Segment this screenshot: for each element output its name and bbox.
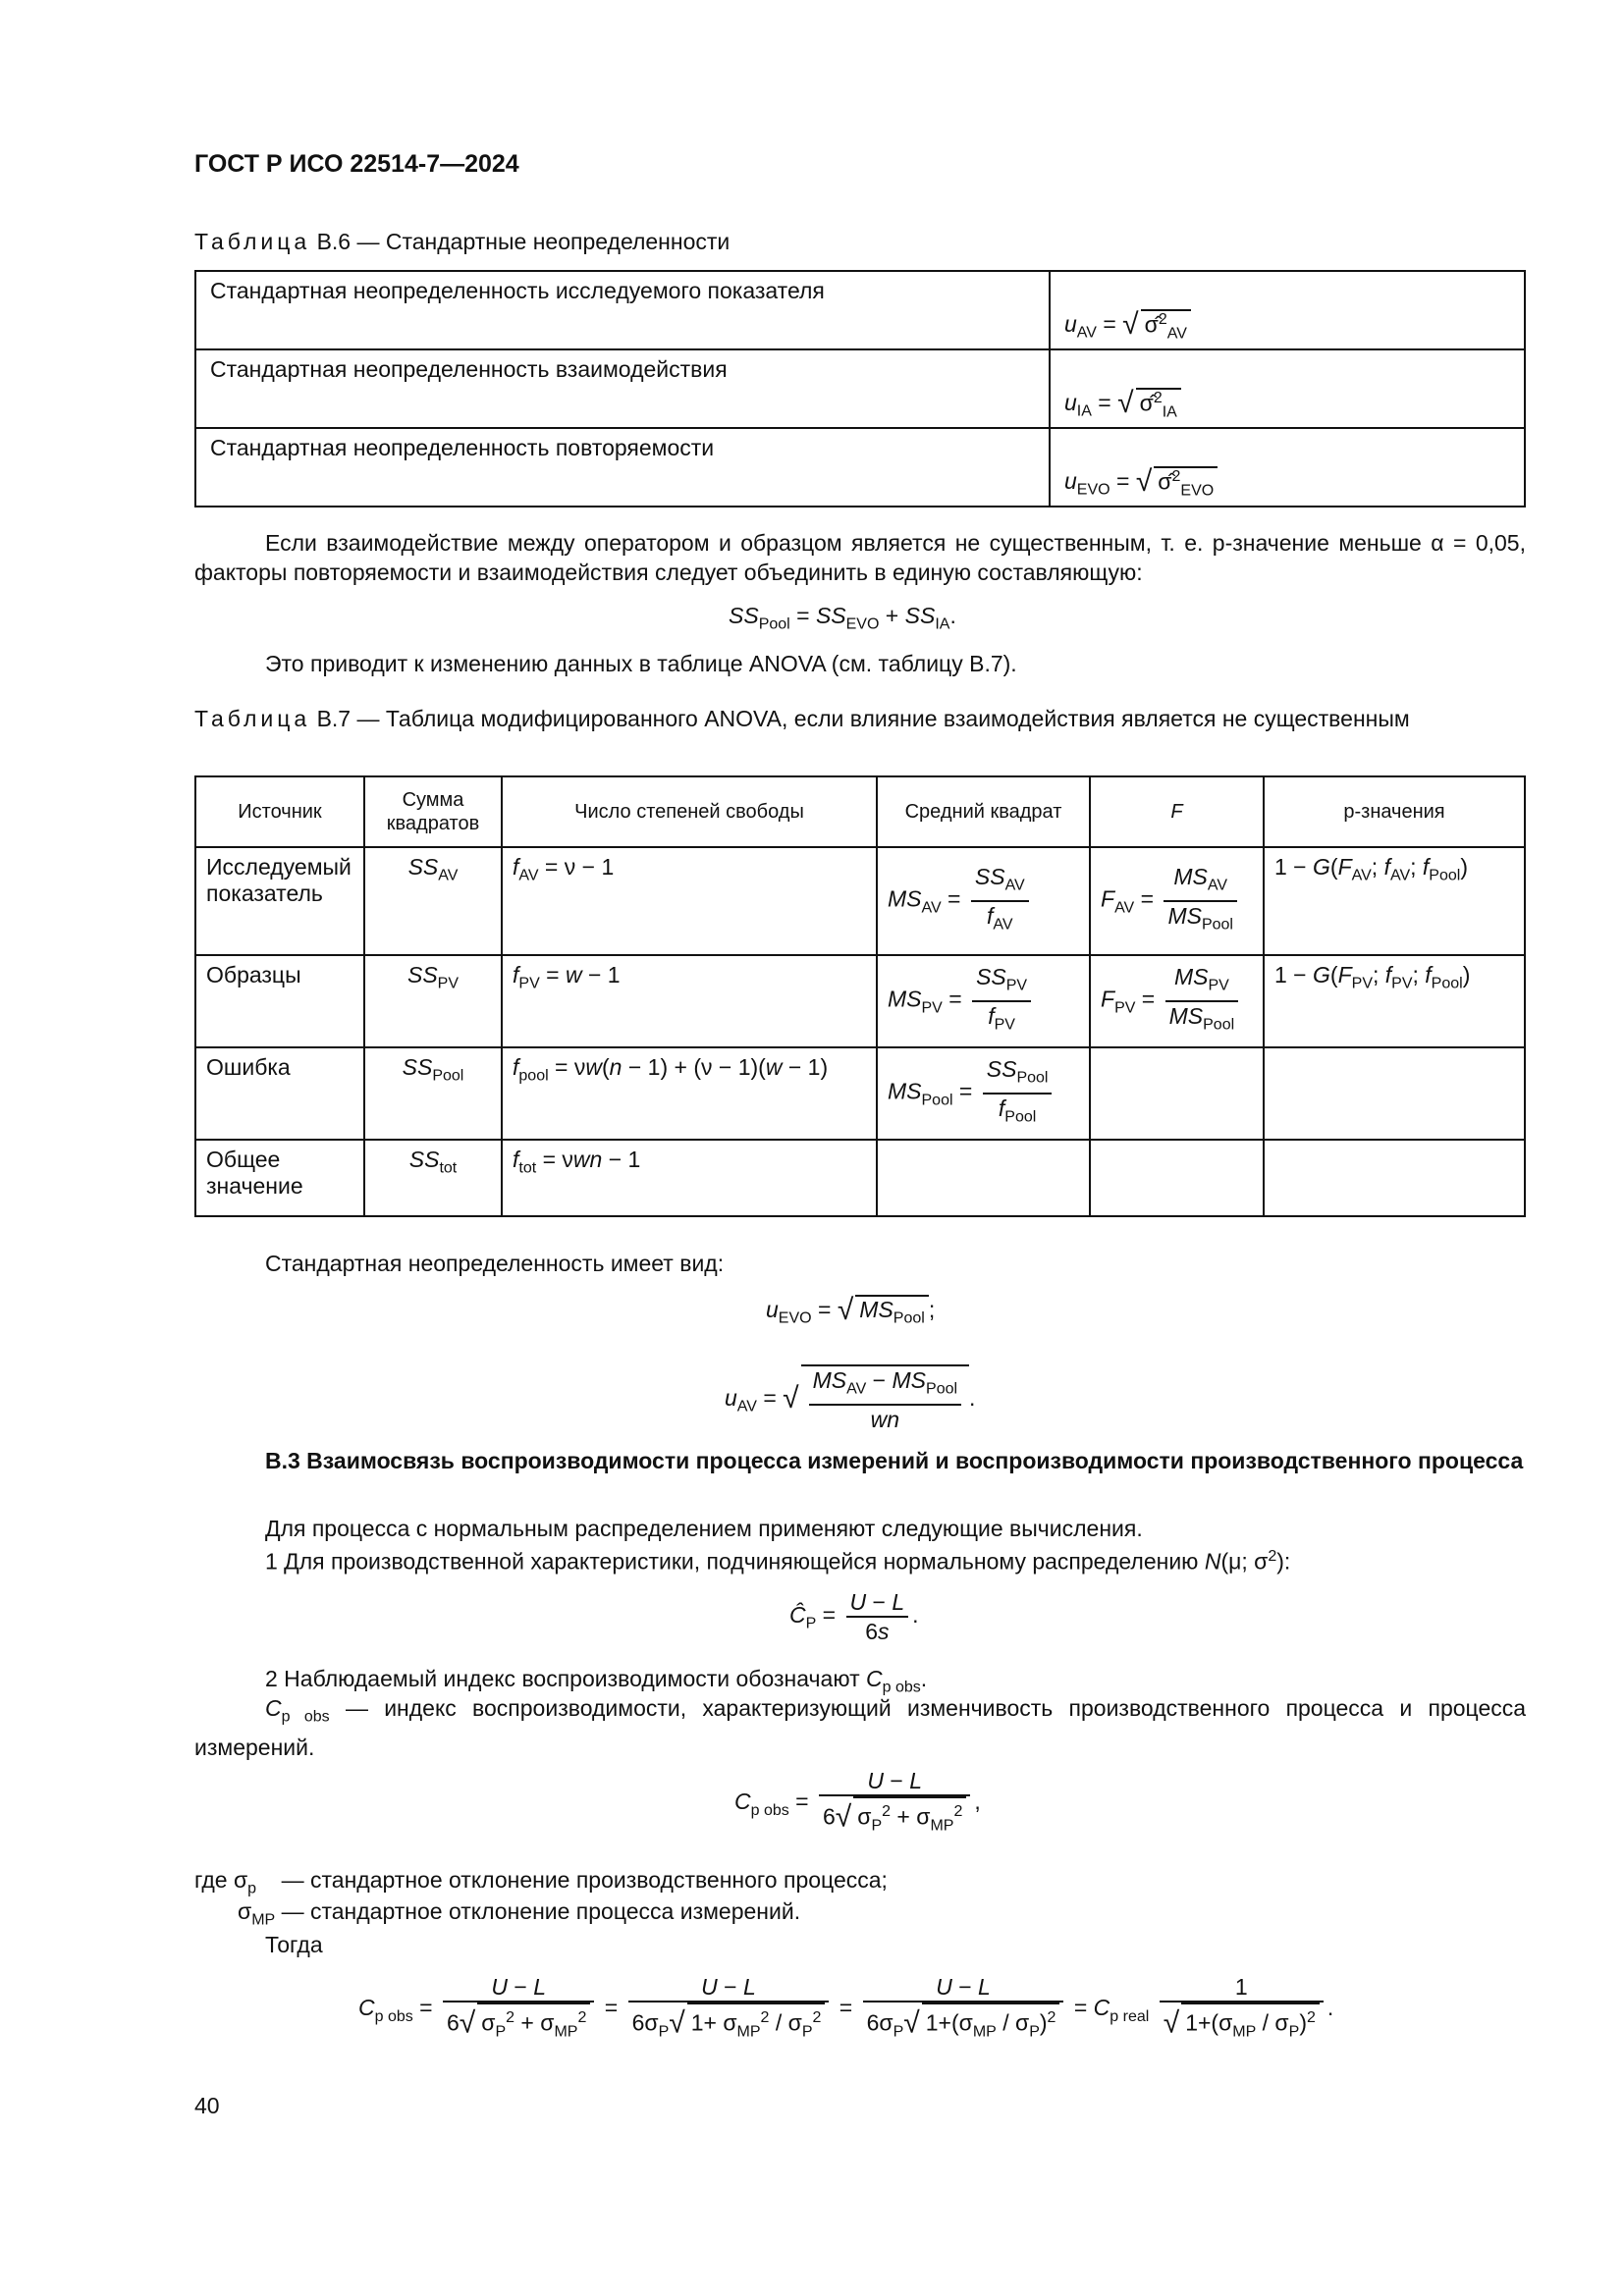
table7-ss: $SS_{tot}$ <box>364 1140 502 1216</box>
paragraph-item2: 2 Наблюдаемый индекс воспроизводимости обозначают $C_{p obs}$. <box>265 1666 928 1696</box>
formula-cp-obs: $C_{p obs}$ = $\frac{U - L}{6√ \sigma_P^2 + \sigma_{MP}^2}$ , <box>734 1767 981 1840</box>
table7-ms: $MS_{Pool}$ = $\frac{SS_{Pool}}{f_{Pool}}$ <box>877 1047 1090 1140</box>
table6-caption-word: Таблица <box>194 229 311 254</box>
formula-sspool: $SS_{Pool} = SS_{EVO} + SS_{IA}$. <box>729 603 956 633</box>
table7-f: $F_{PV}$ = $\frac{MS_{PV}}{MS_{Pool}}$ <box>1090 955 1264 1047</box>
formula-cp: $Ĉ_P$ = $\frac{U - L}{6s}$ . <box>789 1589 919 1644</box>
table7-ms: $MS_{PV}$ = $\frac{SS_{PV}}{f_{PV}}$ <box>877 955 1090 1047</box>
table7-source: Исследуемый показатель <box>195 847 364 955</box>
table6-label: Стандартная неопределенность повторяемости <box>195 428 1050 507</box>
table7-p: $1 - G(F_{PV}$; $f_{PV}$; $f_{Pool}$) <box>1264 955 1525 1047</box>
table6-formula: $u_{EVO}$ = √ σ̂$^2_{EVO}$ <box>1050 428 1525 507</box>
table-row <box>195 428 1525 507</box>
table7-header: Число степеней свободы <box>502 776 877 847</box>
table-row <box>195 271 1525 349</box>
table-row <box>195 1047 1525 1140</box>
paragraph-pooling: Если взаимодействие между оператором и образцом является не существенным, т. е. р-значение меньше α = 0,05, факторы повторяемости и взаимодействия следует объединить в единую составляющую: <box>194 530 1526 585</box>
table7-caption-text: В.7 — Таблица модифицированного ANOVA, если влияние взаимодействия является не существенным <box>316 706 1410 731</box>
formula-uav: $u_{AV}$ = √ $\frac{MS_{AV} - MS_{Pool}}{wn}$ . <box>725 1364 975 1433</box>
document-header: ГОСТ Р ИСО 22514-7—2024 <box>194 150 519 178</box>
then-word: Тогда <box>265 1932 323 1957</box>
table7-source: Общее значение <box>195 1140 364 1216</box>
table7-caption <box>194 704 1526 733</box>
table7-p: $1 - G(F_{AV}$; $f_{AV}$; $f_{Pool}$) <box>1264 847 1525 955</box>
table7-f <box>1090 1047 1264 1140</box>
table7-caption-word: Таблица <box>194 706 311 731</box>
table-row <box>195 847 1525 955</box>
table6 <box>194 270 1526 507</box>
table7-df: $f_{PV} = w - 1$ <box>502 955 877 1047</box>
table7-ms: $MS_{AV}$ = $\frac{SS_{AV}}{f_{AV}}$ <box>877 847 1090 955</box>
where-line-2: $\sigma_{MP}$ — стандартное отклонение процесса измерений. <box>238 1898 801 1929</box>
table7 <box>194 775 1526 1217</box>
table7-f <box>1090 1140 1264 1216</box>
table7-source: Образцы <box>195 955 364 1047</box>
page-number: 40 <box>194 2093 220 2118</box>
paragraph-anova-ref: Это приводит к изменению данных в таблице ANOVA (см. таблицу В.7). <box>265 651 1017 676</box>
table7-header: Источник <box>195 776 364 847</box>
table7-df: $f_{tot} = \nu wn - 1$ <box>502 1140 877 1216</box>
where-line-1: где $\sigma_p$ — стандартное отклонение производственного процесса; <box>194 1867 888 1897</box>
table6-label: Стандартная неопределенность исследуемого показателя <box>195 271 1050 349</box>
table6-formula: $u_{IA}$ = √ σ̂$^2_{IA}$ <box>1050 349 1525 428</box>
table-row <box>195 349 1525 428</box>
table7-ss: $SS_{Pool}$ <box>364 1047 502 1140</box>
table7-df: $f_{AV} = \nu - 1$ <box>502 847 877 955</box>
table7-ss: $SS_{AV}$ <box>364 847 502 955</box>
paragraph-std-uncertainty: Стандартная неопределенность имеет вид: <box>265 1251 725 1276</box>
table-row <box>195 1140 1525 1216</box>
formula-cp-obs-chain: $C_{p obs}$ = $\frac{U - L}{6√ \sigma_P^2 + \sigma_{MP}^2}$ = $\frac{U - L}{6\sigma_P√ 1+ \sigma_{MP}^2 / \sigma_P^2}$ = $\frac{U - L}{6\sigma_P√ 1+(\sigma_{MP} / \sigma_P)^2}$ = $C_{p real}$ $\frac{1}{√ 1+(\sigma_{MP} / \sigma_P)^2}$ . <box>358 1973 1333 2046</box>
table7-p <box>1264 1140 1525 1216</box>
table-row <box>195 955 1525 1047</box>
section-heading-b3: В.3 Взаимосвязь воспроизводимости процесса измерений и воспроизводимости производственного процесса <box>265 1448 1524 1473</box>
table7-p <box>1264 1047 1525 1140</box>
table6-caption <box>194 227 730 256</box>
table-header-row <box>195 776 1525 847</box>
table7-ms <box>877 1140 1090 1216</box>
table6-label: Стандартная неопределенность взаимодействия <box>195 349 1050 428</box>
paragraph-cp-obs-def: $C_{p obs}$ — индекс воспроизводимости, характеризующий изменчивость производственного процесса и процесса измерений. <box>194 1695 1527 1760</box>
formula-uevo: $u_{EVO}$ = √ $MS_{Pool}$ ; <box>766 1294 936 1327</box>
table7-header: р-значения <box>1264 776 1525 847</box>
table6-formula: $u_{AV}$ = √ σ̂$^2_{AV}$ <box>1050 271 1525 349</box>
table7-header: Сумма квадратов <box>364 776 502 847</box>
paragraph-normal-process: Для процесса с нормальным распределением применяют следующие вычисления. <box>265 1516 1143 1541</box>
table6-caption-text: В.6 — Стандартные неопределенности <box>316 229 731 254</box>
table7-ss: $SS_{PV}$ <box>364 955 502 1047</box>
table7-header: Средний квадрат <box>877 776 1090 847</box>
table7-f: $F_{AV}$ = $\frac{MS_{AV}}{MS_{Pool}}$ <box>1090 847 1264 955</box>
table7-header: F <box>1090 776 1264 847</box>
table7-df: $f_{pool} = \nu w(n - 1) + (\nu - 1)(w - 1)$ <box>502 1047 877 1140</box>
paragraph-item1: 1 Для производственной характеристики, подчиняющейся нормальному распределению N(μ; $\sigma^2$): <box>265 1548 1291 1575</box>
table7-source: Ошибка <box>195 1047 364 1140</box>
